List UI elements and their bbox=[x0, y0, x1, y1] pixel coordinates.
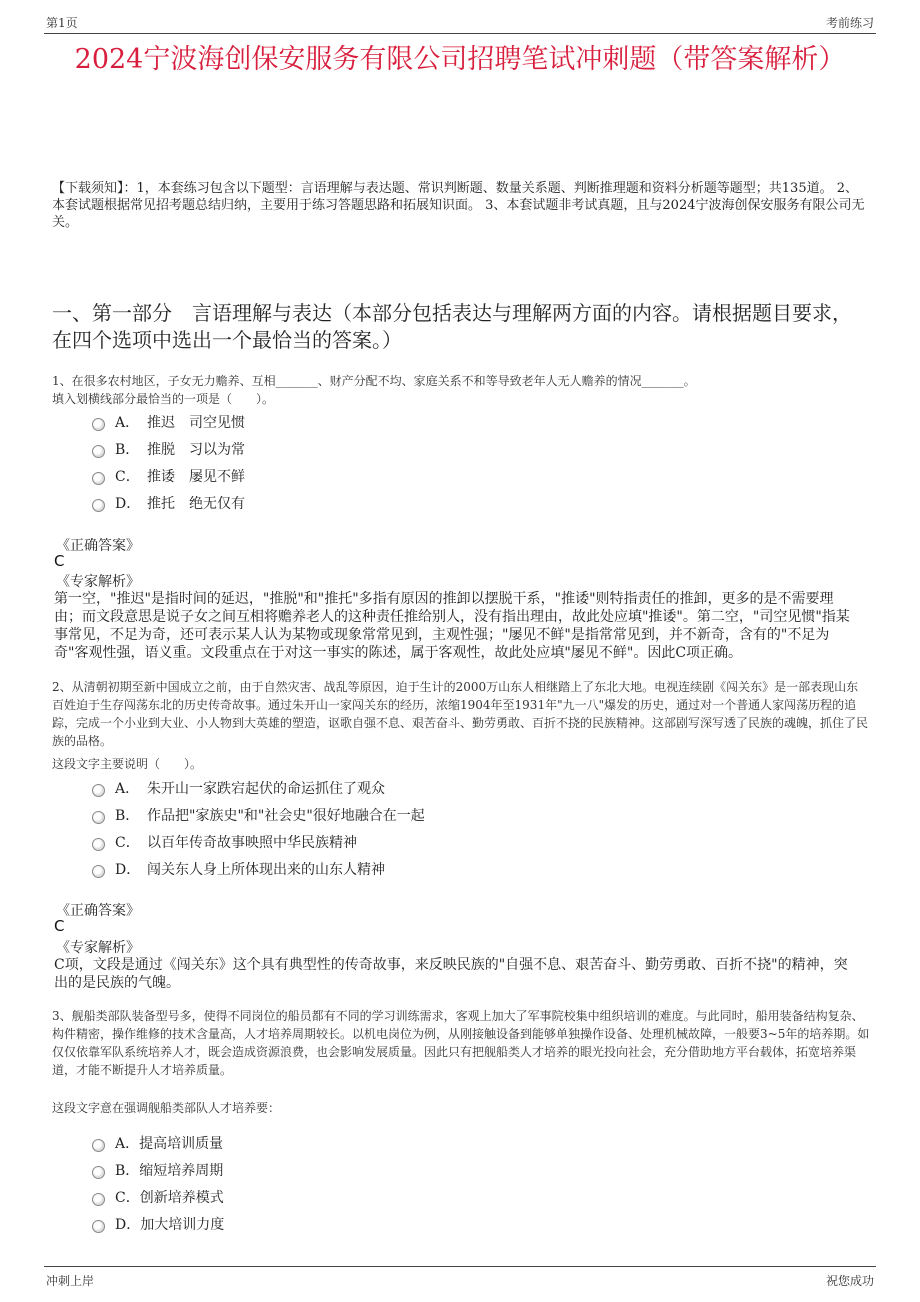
radio-icon[interactable] bbox=[92, 1220, 105, 1233]
question-3-option-c[interactable]: C． 创新培养模式 bbox=[92, 1187, 224, 1207]
header-tag: 考前练习 bbox=[825, 16, 874, 30]
question-2-option-c[interactable]: C． 以百年传奇故事映照中华民族精神 bbox=[92, 832, 357, 852]
radio-icon[interactable] bbox=[92, 865, 105, 878]
question-3-text: 3、舰船类部队装备型号多，使得不同岗位的船员都有不同的学习训练需求，客观上加大了军事院校集中组织培训的难度。与此同时，船用装备结构复杂、构件精密，操作维修的技术含量高，人才培养周期较长。以机电岗位为例，从刚接触设备到能够单独操作设备、处理机械故障，一般要3~5年的培养期。如仅仅依靠军队系统培养人才，既会造成资源浪费，也会影响发展质量。因此只有把舰船类人才培养的眼光投向社会，充分借助地方平台载体，拓宽培养渠道，才能不断提升人才培养质量。 bbox=[52, 1009, 870, 1077]
question-2-text: 2、从清朝初期至新中国成立之前，由于自然灾害、战乱等原因，迫于生计的2000万山东人相继踏上了东北大地。电视连续剧《闯关东》是一部表现山东百姓迫于生存闯荡东北的历史传奇故事。通过朱开山一家闯关东的经历，浓缩1904年至1931年"九一八"爆发的历史，通过对一个普通人家闯荡历程的追踪，完成一个小业到大业、小人物到大英雄的塑造，讴歌自强不息、艰苦奋斗、勤劳勇敢、百折不挠的民族精神。这部剧写深写透了民族的魂魄，抓住了民族的品格。 bbox=[52, 680, 869, 748]
radio-icon[interactable] bbox=[92, 472, 105, 485]
download-notice: 【下载须知】：1，本套练习包含以下题型：言语理解与表达题、常识判断题、数量关系题、判断推理题和资料分析题等题型；共135道。 2、本套试题根据常见招考题总结归纳，主要用于练习答题思路和拓展知识面。 3、本套试题非考试真题，且与2024宁波海创保安服务有限公司无关。 bbox=[52, 181, 865, 230]
question-2-option-d[interactable]: D． 闯关东人身上所体现出来的山东人精神 bbox=[92, 859, 385, 879]
radio-icon[interactable] bbox=[92, 784, 105, 797]
question-2-analysis: C项，文段是通过《闯关东》这个具有典型性的传奇故事，来反映民族的"自强不息、艰苦奋斗、勤劳勇敢、百折不挠"的精神，突出的是民族的气魄。 bbox=[54, 957, 848, 991]
question-3-prompt: 这段文字意在强调舰船类部队人才培养要： bbox=[52, 1101, 281, 1115]
page-number: 第1页 bbox=[46, 16, 78, 30]
question-1-analysis: 第一空，"推迟"是指时间的延迟，"推脱"和"推托"多指有原因的推卸以摆脱干系，"推诿"则特指责任的推卸，更多的是不需要理由；而文段意思是说子女之间互相将赡养老人的这种责任推给别人，没有指出理由，故此处应填"推诿"。第二空，"司空见惯"指某事常见，不足为奇，还可表示某人认为某物或现象常常见到，主观性强；"屡见不鲜"是指常常见到，并不新奇，含有的"不足为奇"客观性强，语义重。文段重点在于对这一事实的陈述，属于客观性，故此处应填"屡见不鲜"。因此C项正确。 bbox=[54, 591, 850, 661]
radio-icon[interactable] bbox=[92, 1193, 105, 1206]
question-1-option-a[interactable]: A． 推迟 司空见惯 bbox=[92, 412, 245, 432]
question-1-prompt: 填入划横线部分最恰当的一项是（ ）。 bbox=[52, 392, 275, 406]
question-3-option-d[interactable]: D． 加大培训力度 bbox=[92, 1214, 224, 1234]
question-2-prompt: 这段文字主要说明（ ）。 bbox=[52, 757, 203, 771]
question-1-answer: C bbox=[54, 552, 65, 570]
footer-divider bbox=[44, 1266, 876, 1267]
question-1-option-d[interactable]: D． 推托 绝无仅有 bbox=[92, 493, 245, 513]
radio-icon[interactable] bbox=[92, 418, 105, 431]
footer-right: 祝您成功 bbox=[825, 1274, 874, 1288]
question-3-option-a[interactable]: A． 提高培训质量 bbox=[92, 1133, 223, 1153]
section-heading: 一、第一部分 言语理解与表达（本部分包括表达与理解两方面的内容。请根据题目要求，在四个选项中选出一个最恰当的答案。） bbox=[52, 301, 852, 352]
footer-left: 冲刺上岸 bbox=[46, 1274, 95, 1288]
question-1-text: 1、在很多农村地区，子女无力赡养、互相_______、财产分配不均、家庭关系不和等导致老年人无人赡养的情况_______。 bbox=[52, 374, 696, 388]
document-title: 2024宁波海创保安服务有限公司招聘笔试冲刺题（带答案解析） bbox=[74, 44, 846, 75]
radio-icon[interactable] bbox=[92, 838, 105, 851]
question-1-option-b[interactable]: B． 推脱 习以为常 bbox=[92, 439, 245, 459]
radio-icon[interactable] bbox=[92, 499, 105, 512]
question-1-answer-label: 《正确答案》 bbox=[56, 538, 140, 554]
question-2-answer-label: 《正确答案》 bbox=[56, 903, 140, 919]
question-2-answer: C bbox=[54, 917, 65, 935]
question-3-option-b[interactable]: B． 缩短培养周期 bbox=[92, 1160, 223, 1180]
question-1-option-c[interactable]: C． 推诿 屡见不鲜 bbox=[92, 466, 245, 486]
question-1-analysis-label: 《专家解析》 bbox=[56, 574, 140, 590]
question-2-analysis-label: 《专家解析》 bbox=[56, 940, 140, 956]
radio-icon[interactable] bbox=[92, 445, 105, 458]
question-2-option-b[interactable]: B． 作品把"家族史"和"社会史"很好地融合在一起 bbox=[92, 805, 425, 825]
radio-icon[interactable] bbox=[92, 1166, 105, 1179]
header-divider bbox=[44, 33, 876, 34]
question-2-option-a[interactable]: A． 朱开山一家跌宕起伏的命运抓住了观众 bbox=[92, 778, 385, 798]
radio-icon[interactable] bbox=[92, 811, 105, 824]
radio-icon[interactable] bbox=[92, 1139, 105, 1152]
